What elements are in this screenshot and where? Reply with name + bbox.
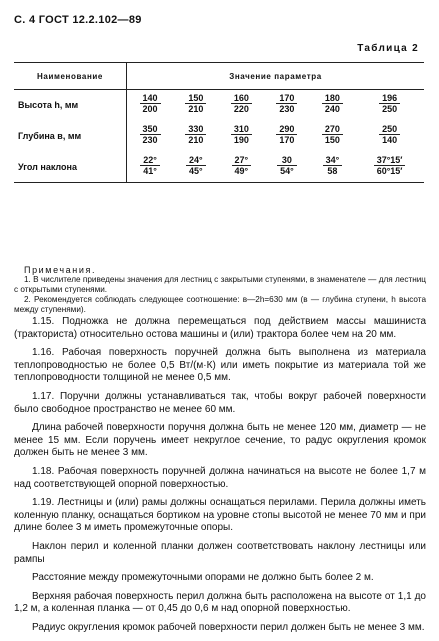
table-caption: Таблица 2 (357, 43, 419, 54)
note-item: 1. В числителе приведены значения для лестниц с закрытыми ступенями, в знаменателе — для лестниц с открытыми ступенями. (14, 275, 426, 294)
table-row (14, 90, 424, 121)
fraction-value (374, 155, 406, 176)
page-header: С. 4 ГОСТ 12.2.102—89 (14, 14, 142, 26)
fraction-value (276, 93, 297, 114)
denominator-open-steps: 54° (280, 165, 294, 176)
numerator-closed-steps: 170 (276, 93, 297, 104)
paragraph: 1.19. Лестницы и (или) рамы должны оснащаться перилами. Перила должны иметь коленную планку, оснащаться бортиком на уровне стопы высотой не менее 70 мм и при длине более 3 м иметь промежуточные опоры. (14, 497, 426, 534)
value-cell (355, 152, 424, 183)
notes-title: Примечания. (24, 265, 97, 275)
fraction-value (185, 124, 206, 145)
denominator-open-steps: 41° (143, 165, 157, 176)
value-cell (219, 152, 265, 183)
fraction-value (277, 155, 297, 176)
paragraph: Расстояние между промежуточными опорами не должно быть более 2 м. (32, 572, 374, 584)
paragraph: Верхняя рабочая поверхность перил должна быть расположена на высоте от 1,1 до 1,2 м, а коленная планка — от 0,45 до 0,6 м над опорной поверхностью. (14, 590, 426, 615)
numerator-closed-steps: 27° (232, 155, 252, 166)
fraction-value (322, 93, 343, 114)
row-label: Высота h, мм (14, 90, 127, 121)
denominator-open-steps: 140 (382, 135, 398, 145)
fraction-value (140, 124, 161, 145)
value-cell (355, 121, 424, 152)
value-cell (310, 90, 356, 121)
fraction-value (231, 93, 252, 114)
row-label: Угол наклона (14, 152, 127, 183)
fraction-value (379, 93, 400, 114)
value-cell (355, 90, 424, 121)
fraction-value (322, 124, 343, 145)
value-cell (173, 121, 219, 152)
fraction-value (323, 155, 343, 176)
fraction-value (185, 93, 206, 114)
row-label: Глубина в, мм (14, 121, 127, 152)
denominator-open-steps: 49° (234, 165, 249, 176)
value-cell (264, 152, 310, 183)
fraction-value (379, 124, 400, 145)
fraction-value (232, 155, 252, 176)
note-item: 2. Рекомендуется соблюдать следующее соотношение: в—2h=630 мм (в — глубина ступени, h высота между ступенями). (14, 295, 426, 314)
value-cell (173, 152, 219, 183)
denominator-open-steps: 45° (189, 165, 203, 176)
denominator-open-steps: 190 (233, 135, 249, 145)
body-text (14, 316, 426, 640)
numerator-closed-steps: 37°15′ (374, 155, 406, 166)
value-cell (219, 121, 265, 152)
paragraph: 1.16. Рабочая поверхность поручней должна быть выполнена из материала теплопроводностью не более 0,5 Вт/(м·К) или иметь покрытие из материала той же теплопроводности толщиной не менее 0,5 мм. (14, 347, 426, 384)
value-cell (127, 90, 174, 121)
value-cell (310, 152, 356, 183)
paragraph: 1.15. Подножка не должна перемещаться под действием массы машиниста (тракториста) относительно остова машины и (или) трактора более чем на 20 мм. (14, 316, 426, 340)
table-notes (14, 265, 426, 315)
numerator-closed-steps: 310 (231, 124, 252, 135)
denominator-open-steps: 58 (327, 165, 338, 176)
paragraph: Радиус округления кромок рабочей поверхности перил должен быть не менее 3 мм. (32, 621, 425, 633)
value-cell (219, 90, 265, 121)
paragraph: Длина рабочей поверхности поручня должна быть не менее 120 мм, диаметр — не менее 15 мм. Если поручень имеет некруглое сечение, то радус округления кромок должен быть не менее 3 мм. (14, 422, 426, 459)
fraction-value (140, 93, 161, 114)
denominator-open-steps: 220 (233, 104, 249, 115)
numerator-closed-steps: 34° (323, 155, 343, 166)
numerator-closed-steps: 30 (277, 155, 297, 166)
value-cell (173, 90, 219, 121)
numerator-closed-steps: 140 (140, 93, 161, 104)
value-cell (264, 90, 310, 121)
fraction-value (276, 124, 297, 145)
stairs-parameter-table (14, 62, 424, 183)
paragraph: 1.18. Рабочая поверхность поручней должна начинаться на высоте не более 1,7 м над соответствующей опорной поверхностью. (14, 465, 426, 490)
denominator-open-steps: 200 (142, 104, 158, 115)
denominator-open-steps: 150 (324, 135, 340, 145)
numerator-closed-steps: 196 (379, 93, 400, 104)
value-cell (310, 121, 356, 152)
column-header-name: Наименование (14, 63, 127, 90)
fraction-value (140, 155, 160, 176)
denominator-open-steps: 250 (382, 104, 398, 115)
value-cell (264, 121, 310, 152)
numerator-closed-steps: 24° (186, 155, 206, 166)
numerator-closed-steps: 290 (276, 124, 297, 135)
denominator-open-steps: 210 (188, 135, 204, 145)
numerator-closed-steps: 270 (322, 124, 343, 135)
denominator-open-steps: 170 (279, 135, 295, 145)
denominator-open-steps: 210 (188, 104, 204, 115)
numerator-closed-steps: 160 (231, 93, 252, 104)
numerator-closed-steps: 180 (322, 93, 343, 104)
fraction-value (231, 124, 252, 145)
table-row (14, 121, 424, 152)
numerator-closed-steps: 150 (185, 93, 206, 104)
column-header-values: Значение параметра (127, 63, 425, 90)
denominator-open-steps: 240 (324, 104, 340, 115)
numerator-closed-steps: 330 (185, 124, 206, 135)
paragraph: Наклон перил и коленной планки должен соответствовать наклону лестницы или рампы (14, 540, 426, 565)
numerator-closed-steps: 250 (379, 124, 400, 135)
denominator-open-steps: 230 (279, 104, 295, 115)
numerator-closed-steps: 22° (140, 155, 160, 166)
denominator-open-steps: 230 (142, 135, 158, 145)
numerator-closed-steps: 350 (140, 124, 161, 135)
fraction-value (186, 155, 206, 176)
value-cell (127, 121, 174, 152)
value-cell (127, 152, 174, 183)
table-row (14, 152, 424, 183)
denominator-open-steps: 60°15′ (376, 165, 403, 176)
paragraph: 1.17. Поручни должны устанавливаться так, чтобы вокруг рабочей поверхности было свободное пространство не менее 60 мм. (14, 390, 426, 415)
